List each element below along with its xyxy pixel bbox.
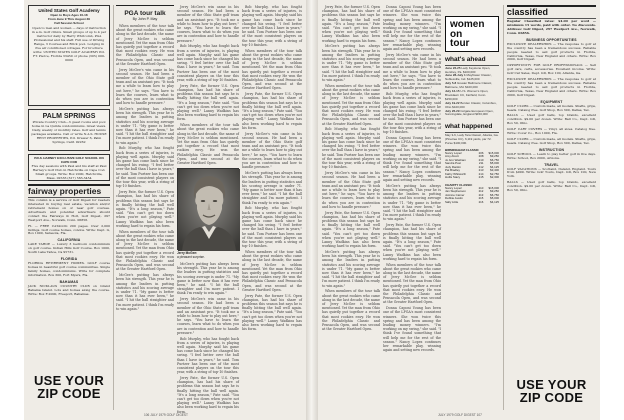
paul-harney-ad [28, 154, 110, 181]
player-score: 210 [478, 185, 484, 190]
player-name: Jo Ann Washam [445, 157, 466, 162]
player-name: JoAnne Carner [445, 192, 465, 197]
article-continued-column [322, 5, 380, 410]
schedule-event: Greater Baltimore Classic, Baltimore, Md. $100,000 [445, 81, 493, 90]
player-money: $9,250 [490, 154, 499, 159]
women-tour-column [383, 5, 441, 410]
article-column-1 [116, 5, 174, 410]
caption-text: a pleasant surprise. [177, 254, 205, 259]
classified-intro: Regular Classified rates: $4.00 per word — minimum 15 words, paid with order. No discounts. Address: Golf Digest, 297 Westport Ave., Norwalk, Conn. 06856. [507, 19, 596, 35]
article-paragraph: Jerry Pate, the former U.S. Open champion, has had his share of problems this season but says he is finally hitting the ball well again. "It's a long season," Pate said. "You can't get too down when you're not playing well." Lanny Wadkins has also been working hard to regain his form. [322, 210, 380, 249]
article-paragraph: Donna Caponi Young has been one of the LPGA's most consistent winners. She won twice this spring and has been among the leading money winners. "I'm working on my swing," she said. "I think I've found something that will help me for the rest of the season." Nancy Lopez continues her remarkable play, winning again and setting new records. [383, 5, 441, 52]
portrait-photo-graphic [178, 169, 240, 251]
classified-item: OPPORTUNITY FOR GOLF PROFESSIONALS — Sell golf cars, carts, accessories. Excellent income. Write: Golf Car Sales, Dept. GD, Box 100, Atlanta, Ga. [507, 63, 596, 76]
schedule-date: July 26-29 [445, 108, 460, 113]
classified-item: EXCLUSIVE DEALERSHIPS — The response to golf at the country has been a tremendous success. Reliable people needed to sell golf products in Florida, California, Texas, New England and others. Write: Box 2000, Golf Digest. [507, 77, 596, 97]
classified-item: BALLS — Used golf balls, top brands, excellent condition. $9.00 per dozen. Write: Ball Co., Dept. GD, Box 50, Ohio. [507, 180, 596, 193]
fairway-listing: JACK NICKLAUS COUNTRY CLUB on Grand Bahama Island. Lots and homes along the course. Write: Box F-2000, Freeport, Bahamas. [28, 283, 110, 296]
article-paragraph: Jerry Pate, the former U.S. Open champion, has had his share of problems this season but says he is finally hitting the ball well again. "It's a long season," Pate said. "You can't get too down when you're not playing well." Lanny Wadkins has also been working hard to regain his form. [242, 92, 302, 130]
table-row [445, 176, 499, 180]
article-paragraph: Jerry Pate, the former U.S. Open champion, has had his share of problems this season but says he is finally hitting the ball well again. "It's a long season," Pate said. "You can't get too down when you're not playing well." Lanny Wadkins has also been working hard to regain his form. [322, 5, 380, 43]
women-title-line: women [450, 19, 485, 30]
player-money: $9,250 [490, 189, 499, 194]
fairway-listing: FLORIDA RETIREMENT HOMES. GOLF course homes in beautiful golf course communities. Single family homes, condominiums. Write for complete information. Box 300, Fort Myers, Fla. [28, 261, 110, 277]
article-paragraph: Jerry McGee's win came in his second season. He had been a member of the Ohio State golf team and an assistant pro. "It took me a while to learn how to play out here," he says. "You have to learn the courses, learn what to do when you are in contention and how to handle pressure." [177, 5, 239, 43]
player-score: 215 [478, 196, 484, 201]
article-paragraph: Bob Murphy, who has fought back from a series of injuries, is playing well again. Murphy said his game has come back since he changed his swing. "I feel better over the ball than I have in years," he said. Tom Purtzer has been one of the most consistent players on the tour this year, with a string of top-10 finishes. [177, 44, 239, 83]
page-gutter [306, 0, 318, 420]
classified-column [507, 5, 596, 377]
schedule-event: U.S. Women's Open, Brooklawn CC, Fairfield, Conn. $150,000 [445, 89, 489, 101]
women-title-line: tour [450, 38, 470, 49]
article-paragraph: McGee's putting has always been his strength. This year he is among the leaders in putting statistics and his scoring average is under 71. "My game is better now than it has ever been," he said. "I hit the ball straighter and I'm more patient. I think I'm ready to win again." [322, 44, 380, 83]
results-table [445, 152, 499, 180]
article-paragraph: Bob Murphy, who has fought back from a series of injuries, is playing well again. Murphy said his game has come back since he changed his swing. "I feel better over the ball than I have in years," he said. Tom Purtzer has been one of the most consistent players on the tour this year, with a string of top-10 finishes. [242, 5, 302, 47]
player-score: 211 [478, 161, 484, 166]
women-title-line: on [450, 28, 463, 40]
right-page [318, 0, 600, 420]
schedule-date: June 22-25 [445, 65, 461, 70]
classified-section-heading: BUSINESS OPPORTUNITIES [526, 37, 577, 42]
article-paragraph: When members of the tour talk about the great rookies who came along in the last decade, the name of Jerry McGee is seldom mentioned. Yet the man from Ohio has quietly put together a record that most rookies envy. He won the Philadelphia Classic and Pensacola Open, and was second at the Greater Hartford Open. [322, 289, 380, 332]
results-heading: CHARITY CLASSIC [445, 182, 473, 187]
article-paragraph: Bob Murphy, who has fought back from a series of injuries, is playing well again. Murphy said his game has come back since he changed his swing. "I feel better over the ball than I have in years," he said. Tom Purtzer has been one of the most consistent players on the tour this year, with a string of top-10 finishes. [242, 206, 302, 249]
article-paragraph: McGee's putting has always been his strength. This year he is among the leaders in putting statistics and his scoring average is under 71. "My game is better now than it has ever been," he said. "I hit the ball straighter and I'm more patient. I think I'm ready to win again." [383, 183, 441, 222]
academy-ad [28, 5, 110, 106]
palm-springs-ad [28, 109, 110, 151]
paul-harney-body: Five day sessions with Paul and his staff at Paul Harney's Golf Club in Hatchville on Cape Cod. Small groups. Write: Box 2000, Hatchville, Mass. 02536 (617) 563-3454 [31, 163, 107, 180]
player-money: $5,000 [490, 196, 499, 201]
article-paragraph: McGee's putting has always been his strength. This year he is among the leaders in putting statistics and his scoring average is under 71. "My game is better now than it has ever been," he said. "I hit the ball straighter and I'm more patient. I think I'm ready to win again." [322, 249, 380, 288]
player-money: $4,125 [490, 164, 499, 169]
page-folio: JULY 1979 GOLF DIGEST 107 [438, 413, 482, 417]
page-folio: 106 JULY 1979 GOLF DIGEST [144, 413, 188, 417]
results-table [445, 187, 499, 205]
classified-item: GOLF VACATIONS — Scotland, Ireland, England. Tours from $999. Write: Golf Tours, Dept. GD, Box 100, New York. [507, 166, 596, 179]
player-money: $5,000 [490, 161, 499, 166]
schedule-event: Borden Classic, Columbus, Ohio $100,000 [445, 100, 497, 109]
article-paragraph: When members of the tour talk about the great rookies who came along in the last decade, the name of Jerry McGee is seldom mentioned. Yet the man from Ohio has quietly put together a record that most rookies envy. He won the Philadelphia Classic and Pensacola Open, and was second at the Greater Hartford Open. [242, 48, 302, 91]
caption-name: Jerry McGee: [177, 251, 198, 255]
schedule-event: Lady Keystone Open, Hershey, Pa. $100,000 [445, 65, 491, 74]
academy-ad-body: Open to men and women — days of instruction in a.m. Golf clinics. Small groups of up to 4 per instructor daily by Harry Whitcomb, PGA Professional and his staff. Full use of Driving Range, 3 Courses and Brick pool. Lodging in five air conditioned cottages. For brochure write: UNITED STATES GOLF ACADEMY P.O. FT. Pierce, Florida 33450 or phone (305) 000-0000 [31, 26, 107, 62]
article-paragraph: Jerry Pate, the former U.S. Open champion, has had his share of problems this season but says he is finally hitting the ball well again. "It's a long season," Pate said. "You can't get too down when you're not playing well." Lanny Wadkins has also been working hard to regain his form. [242, 293, 302, 332]
fairway-properties-section [28, 184, 110, 296]
palm-springs-body: Private Country Club—3 guest rooms and pool home in La Quinta condominiums. Great views. Daily, weekly or monthly rates. Golf and tennis packages available. Call or write N.A.S. HOUSE RENT PROPERTIES, P.O. Drawer 6, Palm Springs, Calif. 92262 [31, 120, 107, 144]
classified-item: GOLF CLUBS — Custom made, all models. Shafts, grips, heads. Catalog free. Golf Shop, Box 300, Dallas, Tex. [507, 136, 596, 145]
article-body [177, 262, 239, 414]
fairway-listing: FL — FREE CATALOG 200 pages. Over 2,000 listings. Golf course homes, condos. Write: Dept. G, Box 1000, Sarasota, Fla. [28, 223, 110, 236]
article-paragraph: Jerry Pate, the former U.S. Open champion, has had his share of problems this season but says he is finally hitting the ball well again. "It's a long season," Pate said. "You can't get too down when you're not playing well." Lanny Wadkins has also been working hard to regain his form. [116, 190, 174, 228]
schedule-list [445, 67, 499, 118]
left-page [24, 0, 306, 420]
player-name: Debbie Austin [445, 196, 463, 201]
player-money: $3,400 [490, 168, 499, 173]
zip-code-reminder: USE YOUR ZIP CODE [33, 373, 105, 401]
player-score: 213 [478, 168, 484, 173]
fairway-region: CALIFORNIA [57, 238, 81, 243]
schedule-event: Colgate European Open, Sunningdale, England $150,000 [445, 108, 494, 117]
article-paragraph: McGee's putting has always been his strength. This year he is among the leaders in putting statistics and his scoring average is under 71. "My game is better now than it has ever been," he said. "I hit the ball straighter and I'm more patient. I think I'm ready to win again." [242, 171, 302, 205]
ads-column [28, 5, 110, 405]
article-body [177, 5, 239, 165]
player-score: 210 [478, 157, 484, 162]
fairway-properties-head: fairway properties [28, 185, 102, 196]
academy-ad-head: United States Golf Academy [38, 8, 100, 13]
player-money: $6,750 [490, 192, 499, 197]
fairway-listing: LAKE TAHOE — Luxury 3 bedroom condominium on golf course. Indian Hills Golf Course. Box 1000, South Lake Tahoe, Ca 95731. [28, 242, 110, 255]
column-rule [503, 5, 504, 410]
player-name: Hollis Stacy [445, 175, 461, 180]
classified-item: BALLS — Used golf balls, top brands, excellent condition. $9.00 per dozen. Write: Ball Co., Dept. GD, Box 50, Ohio. [507, 113, 596, 126]
schedule-date: July 12-15 [445, 89, 460, 94]
article-paragraph: When members of the tour talk about the great rookies who came along in the last decade, the name of Jerry McGee is seldom mentioned. Yet the man from Ohio has quietly put together a record that most rookies envy. He won the Philadelphia Classic and Pensacola Open, and was second at the Greater Hartford Open. [116, 24, 174, 66]
schedule-item [445, 110, 499, 118]
player-money: $15,000 [488, 185, 499, 190]
fairway-region: FLORIDA [60, 257, 78, 262]
player-name: Sandra Post [445, 161, 461, 166]
player-money: $2,300 [490, 175, 499, 180]
player-name: Nancy Lopez [445, 185, 462, 190]
player-name: Pat Bradley [445, 168, 460, 173]
article-paragraph: Bob Murphy, who has fought back from a series of injuries, is playing well again. Murphy said his game has come back since he changed his swing. "I feel better over the ball than I have in years," he said. Tom Purtzer has been one of the most consistent players on the tour this year, with a string of top-10 finishes. [383, 92, 441, 135]
women-on-tour-heading [445, 16, 499, 52]
column-rule [113, 5, 114, 410]
player-name: Judy Rankin [445, 164, 461, 169]
player-name: Amy Alcott [445, 154, 459, 159]
classified-item: GOLF SCHOOL — Learn to play better golf in five days. Write: School, Box 2000, Arizona. [507, 151, 596, 160]
player-score: 208 [478, 154, 484, 159]
article-column-3 [242, 5, 302, 410]
article-paragraph: When members of the tour talk about the great rookies who came along in the last decade, the name of Jerry McGee is seldom mentioned. Yet the man from Ohio has quietly put together a record that most rookies envy. He won the Philadelphia Classic and Pensacola Open, and was second at the Greater Hartford Open. [383, 262, 441, 305]
player-name: Kathy Whitworth [445, 171, 467, 176]
classified-heading: classified [507, 6, 549, 17]
whats-happened-heading: what happened [445, 123, 493, 131]
women-schedule-column [445, 56, 499, 406]
article-paragraph: Jerry McGee's win came in his second season. He had been a member of the Ohio State golf team and an assistant pro. "It took me a while to learn how to play out here," he says. "You have to learn the courses, learn what to do when you are in contention and how to handle pressure." [322, 171, 380, 209]
article-paragraph: McGee's putting has always been his strength. This year he is among the leaders in putting statistics and his scoring average is under 71. "My game is better now than it has ever been," he said. "I hit the ball straighter and I'm more patient. I think I'm ready to win again." [116, 107, 174, 145]
academy-ad-line-1: Open to Boys Ages 10-18 [50, 13, 88, 18]
classified-section-heading: TRAVEL [544, 162, 559, 167]
player-name: Sally Little [445, 199, 459, 204]
player-name: Nancy Lopez [445, 150, 462, 155]
article-paragraph: McGee's putting has always been his strength. This year he is among the leaders in putting statistics and his scoring average is under 71. "My game is better now than it has ever been," he said. "I hit the ball straighter and I'm more patient. I think I'm ready to win again." [116, 273, 174, 311]
player-money: $6,750 [490, 157, 499, 162]
classified-item: GOLF CART COVERS — Vinyl, all sizes. Catalog free. Write: Cover Co., Box 1000, Fla. [507, 127, 596, 136]
classified-section-heading: INSTRUCTION [538, 147, 565, 152]
portrait-photo [177, 168, 239, 250]
results-heading: BIRMINGHAM CLASSIC [445, 147, 479, 152]
article-paragraph: Donna Caponi Young has been one of the LPGA's most consistent winners. She won twice this spring and has been among the leading money winners. "I'm working on my swing," she said. "I think I've found something that will help me for the rest of the season." Nancy Lopez continues her remarkable play, winning again and setting new records. [383, 135, 441, 182]
zip-code-reminder: USE YOUR ZIP CODE [516, 377, 587, 405]
photo-caption [177, 252, 239, 260]
player-money: $2,750 [490, 171, 499, 176]
article-paragraph: Jerry Pate, the former U.S. Open champion, has had his share of problems this season but says he is finally hitting the ball well again. "It's a long season," Pate said. "You can't get too down when you're not playing well." Lanny Wadkins has also been working hard to regain his form. [177, 83, 239, 122]
whats-ahead-heading: what's ahead [445, 56, 486, 63]
article-paragraph: Jerry McGee's win came in his second season. He had been a member of the Ohio State golf team and an assistant pro. "It took me a while to learn how to play out here," he says. "You have to learn the courses, learn what to do when you are in contention and how to handle pressure." [177, 297, 239, 335]
article-paragraph: Bob Murphy, who has fought back from a series of injuries, is playing well again. Murphy said his game has come back since he changed his swing. "I feel better over the ball than I have in years," he said. Tom Purtzer has been one of the most consistent players on the tour this year, with a string of top-10 finishes. [177, 336, 239, 375]
schedule-date: June 28-July 1 [445, 73, 466, 78]
academy-ad-line-3: Fall Session School [54, 21, 84, 26]
classified-item: GOLF CLUBS — Custom made, all models. Shafts, grips, heads. Catalog free. Golf Shop, Box 300, Dallas, Tex. [507, 103, 596, 112]
schedule-event: Mayflower Classic, Noblesville, Ind. $125,000 [445, 73, 492, 82]
schedule-date: July 19-22 [445, 100, 460, 105]
paul-harney-head: PAUL HARNEY EXCLUSIVE GOLF SCHOOL ON CAPE COD [34, 156, 104, 164]
article-paragraph: McGee's putting has always been his strength. This year he is among the leaders in putting statistics and his scoring average is under 71. "My game is better now than it has ever been," he said. "I hit the ball straighter and I'm more patient. I think I'm ready to win again." [177, 262, 239, 296]
article-paragraph: Bob Murphy, who has fought back from a series of injuries, is playing well again. Murphy said his game has come back since he changed his swing. "I feel better over the ball than I have in years," he said. Tom Purtzer has been one of the most consistent players on the tour this year, with a string of top-10 finishes. [322, 127, 380, 170]
article-paragraph: Jerry Pate, the former U.S. Open champion, has had his share of problems this season but says he is finally hitting the ball well again. "It's a long season," Pate said. "You can't get too down when you're not playing well." Lanny Wadkins has also been working hard to regain his form. [177, 376, 239, 414]
palm-springs-head: PALM SPRINGS [42, 113, 96, 120]
player-score: 215 [478, 175, 484, 180]
article-paragraph: When members of the tour talk about the great rookies who came along in the last decade, the name of Jerry McGee is seldom mentioned. Yet the man from Ohio has quietly put together a record that most rookies envy. He won the Philadelphia Classic and Pensacola Open, and was second at the Greater Hartford Open. [116, 229, 174, 272]
player-score: 216 [478, 199, 484, 204]
article-paragraph: When members of the tour talk about the great rookies who came along in the last decade, the name of Jerry McGee is seldom mentioned. Yet the man from Ohio has quietly put together a record that most rookies envy. He won the Philadelphia Classic and Pensacola Open, and was second at the Greater Hartford Open. [177, 123, 239, 166]
player-name: Jan Stephenson [445, 189, 466, 194]
article-paragraph: When members of the tour talk about the great rookies who came along in the last decade, the name of Jerry McGee is seldom mentioned. Yet the man from Ohio has quietly put together a record that most rookies envy. He won the Philadelphia Classic and Pensacola Open, and was second at the Greater Hartford Open. [242, 249, 302, 292]
article-body [116, 24, 174, 311]
article-paragraph: Bob Murphy, who has fought back from a series of injuries, is playing well again. Murphy said his game has come back since he changed his swing. "I feel better over the ball than I have in years," he said. Tom Purtzer has been one of the most consistent players on the tour this year, with a string of top-10 finishes. [116, 146, 174, 189]
player-score: 212 [478, 164, 484, 169]
player-money: $4,125 [490, 199, 499, 204]
schedule-date: July 5-8 [445, 81, 457, 86]
classified-section-heading: EQUIPMENT [540, 99, 563, 104]
article-paragraph: When members of the tour talk about the great rookies who came along in the last decade, the name of Jerry McGee is seldom mentioned. Yet the man from Ohio has quietly put together a record that most rookies envy. He won the Philadelphia Classic and Pensacola Open, and was second at the Greater Hartford Open. [322, 83, 380, 126]
article-paragraph: Jerry McGee's win came in his second season. He had been a member of the Ohio State golf team and an assistant pro. "It took me a while to learn how to play out here," he says. "You have to learn the courses, learn what to do when you are in contention and how to handle pressure." [242, 131, 302, 170]
player-score: 214 [478, 171, 484, 176]
player-score: 213 [478, 192, 484, 197]
article-byline: By John P. May [132, 17, 158, 21]
table-row [445, 201, 499, 205]
academy-ad-line-2: From June 9 Thru August 29 [48, 17, 90, 22]
happened-intro: May 3-6, Lady Tara Classic, Atlanta, Ga. (Pinetree CC), 6,119 yards, par 72. Purse $100,000. [445, 132, 499, 145]
article-paragraph: Jerry Pate, the former U.S. Open champion, has had his share of problems this season but says he is finally hitting the ball well again. "It's a long season," Pate said. "You can't get too down when you're not playing well." Lanny Wadkins has also been working hard to regain his form. [383, 223, 441, 261]
article-section-title: PGA tour talk [124, 10, 166, 17]
fairway-intro: This column is a service of Golf Digest for readers interested in buying real estate, vacation and/or retirement homes on or near golf courses. Advertisers and potential advertisers should contact the Fairways & Holt, Golf Digest, 297 Westport Ave., Norwalk, Conn. 06856. [28, 198, 110, 222]
article-paragraph: Jerry McGee's win came in his second season. He had been a member of the Ohio State golf team and an assistant pro. "It took me a while to learn how to play out here," he says. "You have to learn the courses, learn what to do when you are in contention and how to handle pressure." [116, 67, 174, 106]
article-paragraph: Jerry McGee's win came in his second season. He had been a member of the Ohio State golf team and an assistant pro. "It took me a while to learn how to play out here," he says. "You have to learn the courses, learn what to do when you are in contention and how to handle pressure." [383, 52, 441, 91]
player-score: 212 [478, 189, 484, 194]
article-paragraph: Donna Caponi Young has been one of the LPGA's most consistent winners. She won twice this spring and has been among the leading money winners. "I'm working on my swing," she said. "I think I've found something that will help me for the rest of the season." Nancy Lopez continues her remarkable play, winning again and setting new records. [383, 306, 441, 353]
fairway-region: BAHAMAS [59, 279, 79, 284]
classified-item: EXCLUSIVE DEALERSHIPS — The response to golf at the country has been a tremendous success. Reliable people needed to sell golf products in Florida, California, Texas, New England and others. Write: Box 2000, Golf Digest. [507, 41, 596, 62]
player-score: 206 [478, 150, 484, 155]
player-money: $15,000 [488, 150, 499, 155]
